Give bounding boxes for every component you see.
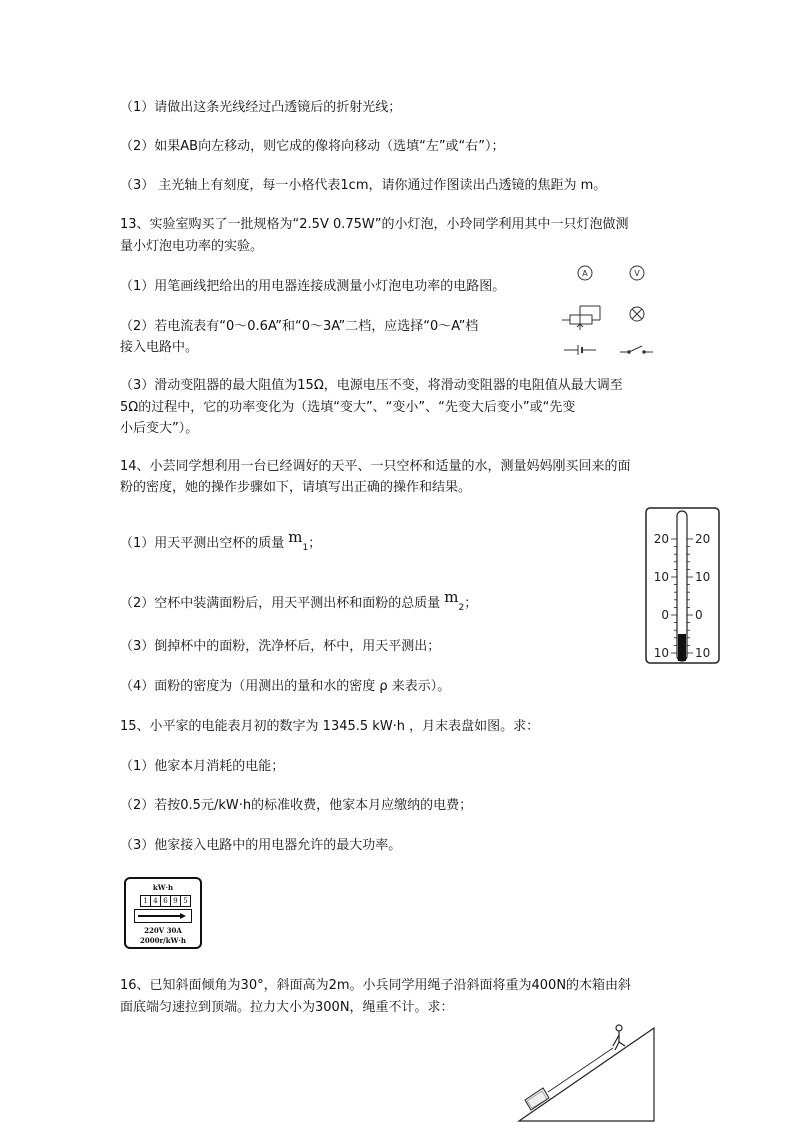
rheostat-symbol <box>562 306 600 330</box>
svg-text:A: A <box>582 269 588 278</box>
meter-unit-label: kW·h <box>152 883 174 892</box>
q14-part3: （3）倒掉杯中的面粉，洗净杯后，杯中，用天平测出； <box>120 639 441 654</box>
q13-part1: （1）用笔画线把给出的用电器连接成测量小灯泡电功率的电路图。 <box>120 279 506 294</box>
q12-part2: （2）如果AB向左移动，则它成的像将向移动（选填“左”或“右”）； <box>120 139 505 154</box>
q15-part2: （2）若按0.5元/kW·h的标准收费，他家本月应缴纳的电费； <box>120 798 473 813</box>
q13-part3-line3: 小后变大”）。 <box>120 421 199 436</box>
meter-constant: 2000r/kW·h <box>140 936 186 945</box>
energy-meter-figure <box>124 877 202 949</box>
tick-label: 20 <box>653 532 669 546</box>
q14-stem-line2: 粉的密度，她的操作步骤如下，请填写出正确的操作和结果。 <box>120 480 472 495</box>
q13-part2-line2: 接入电路中。 <box>120 340 199 355</box>
q13-part3-line2: 5Ω的过程中，它的功率变化为（选填“变大”、“变小”、“先变大后变小”或“先变 <box>120 400 576 415</box>
meter-digits <box>140 895 190 907</box>
wooden-box <box>525 1088 549 1110</box>
tick-label: 10 <box>653 646 669 660</box>
tick-label: 0 <box>695 608 703 622</box>
tick-label: 20 <box>695 532 711 546</box>
q16-stem-line1: 16、已知斜面倾角为30°，斜面高为2m。小兵同学用绳子沿斜面将重为400N的木箱由斜 <box>120 978 632 993</box>
voltmeter-symbol <box>630 266 644 280</box>
meter-disc-window <box>134 909 192 923</box>
circuit-components-figure <box>560 262 670 362</box>
q13-stem-line2: 量小灯泡电功率的实验。 <box>120 239 264 254</box>
q14-part4: （4）面粉的密度为（用测出的量和水的密度 ρ 来表示）。 <box>120 679 451 694</box>
meter-digit: 5 <box>180 895 191 907</box>
meter-rating: 220V 30A <box>144 926 182 935</box>
q14-stem-line1: 14、小芸同学想利用一台已经调好的天平、一只空杯和适量的水，测量妈妈刚买回来的面 <box>120 459 631 474</box>
q13-part2-line1: （2）若电流表有“0～0.6A”和“0～3A”二档，应选择“0～A”档 <box>120 319 479 334</box>
q12-part1: （1）请做出这条光线经过凸透镜后的折射光线； <box>120 100 402 115</box>
tick-label: 10 <box>695 570 711 584</box>
q15-part3: （3）他家接入电路中的用电器允许的最大功率。 <box>120 838 402 853</box>
meter-digit: 4 <box>150 895 161 907</box>
tick-label: 10 <box>653 570 669 584</box>
tick-label: 10 <box>695 646 711 660</box>
switch-symbol <box>620 346 653 353</box>
q13-part3-line1: （3）滑动变阻器的最大阻值为15Ω，电源电压不变，将滑动变阻器的电阻值从最大调至 <box>120 378 623 393</box>
meter-digit: 6 <box>160 895 171 907</box>
svg-text:V: V <box>634 269 640 278</box>
lamp-symbol <box>630 307 644 321</box>
q15-part1: （1）他家本月消耗的电能； <box>120 759 285 774</box>
ammeter-symbol <box>578 266 592 280</box>
thermometer-figure <box>645 507 721 665</box>
q14-part2: （2）空杯中装满面粉后，用天平测出杯和面粉的总质量 $m_2$； <box>120 588 478 613</box>
tick-label: 0 <box>661 608 669 622</box>
q12-part3: （3） 主光轴上有刻度，每一小格代表1cm，请你通过作图读出凸透镜的焦距为 m。 <box>120 178 607 193</box>
q16-stem-line2: 面底端匀速拉到顶端。拉力大小为300N，绳重不计。求： <box>120 1000 454 1015</box>
rope <box>548 1048 613 1092</box>
meter-digit: 1 <box>140 895 151 907</box>
q14-part1: （1）用天平测出空杯的质量 $m_1$； <box>120 528 322 553</box>
incline-figure <box>515 1022 660 1123</box>
person-pulling <box>613 1025 625 1050</box>
q15-stem: 15、小平家的电能表月初的数字为 1345.5 kW·h ，月末表盘如图。求： <box>120 719 540 734</box>
q13-stem-line1: 13、实验室购买了一批规格为“2.5V 0.75W”的小灯泡，小玲同学利用其中一只灯泡做测 <box>120 217 629 232</box>
battery-symbol <box>564 345 596 355</box>
meter-digit: 9 <box>170 895 181 907</box>
